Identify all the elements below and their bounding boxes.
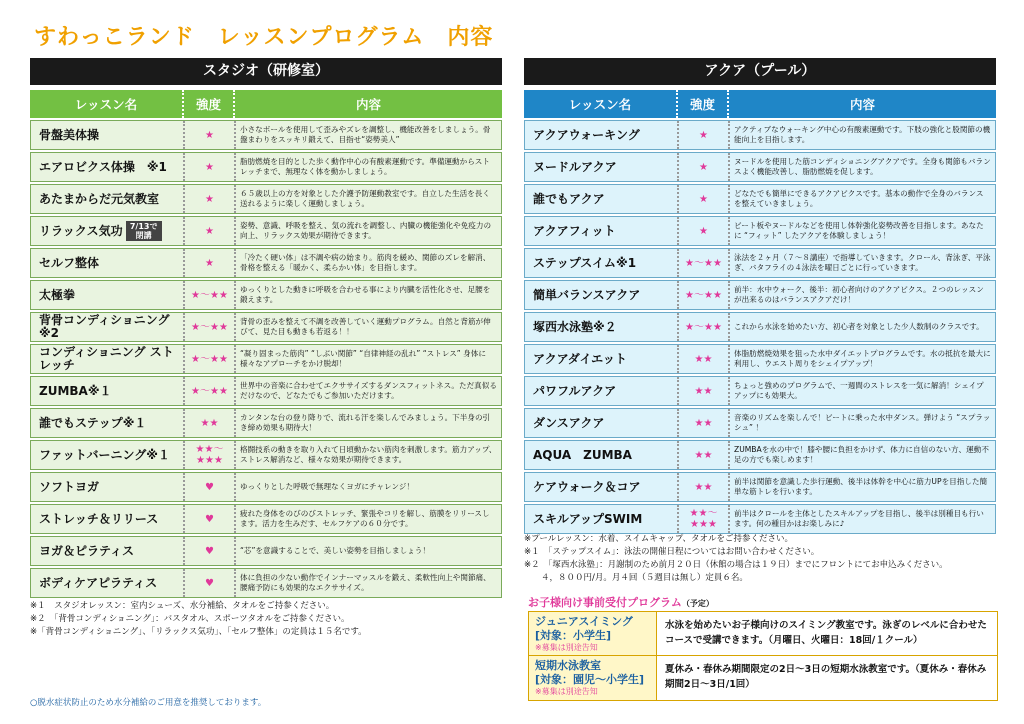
lesson-name: ダンスアクア [533,415,605,430]
lesson-name: ヌードルアクア [533,159,617,174]
lesson-name-cell [31,441,183,469]
lesson-row [30,504,502,534]
note-line: ※１ 「ステップスイム」：泳法の開催日程についてはお問い合わせください。 [524,547,820,557]
note-line: ※２ 「背骨コンディショニング」：バスタオル、スポーツタオルをご持参ください。 [30,614,350,624]
lesson-name-cell [31,409,183,437]
lesson-name: アクアフィット [533,223,616,238]
lesson-row [524,280,996,310]
lesson-name-cell [525,409,677,437]
lesson-row [30,408,502,438]
note-line: ※１ スタジオレッスン：室内シューズ、水分補給、タオルをご持参ください。 [30,601,335,611]
junior-name: ジュニアスイミング [535,615,633,628]
note-line: ※プールレッスン：水着、スイムキャップ、タオルをご持参ください。 [524,534,794,544]
lesson-name: 背骨コンディショニング※2 [39,313,170,340]
lesson-level: ★ [183,249,236,277]
lesson-row [30,568,502,598]
lesson-row [30,152,502,182]
lesson-name-cell [525,185,677,213]
lesson-name: 誰でもステップ※１ [39,415,147,430]
lesson-name: ZUMBA※１ [39,383,112,398]
lesson-level: ★ [183,185,236,213]
lesson-name-cell [525,281,677,309]
lesson-content: 前半は関節を意識した歩行運動、後半は体幹を中心に筋力UPを目指した簡単な筋トレを行います。 [734,477,988,496]
lesson-name-cell [525,121,677,149]
lesson-content: 格闘技系の動きを取り入れて日頃動かない筋肉を刺激します。筋力アップ、ストレス解消など、様々な効果が期待できます。 [240,445,497,464]
aqua-column-header [524,90,996,118]
lesson-content: ６５歳以上の方を対象とした介護予防運動教室です。自立した生活を長く送れるように楽しく運動しましょう。 [240,189,490,208]
lesson-row [524,216,996,246]
lesson-level: ★ [677,185,730,213]
lesson-row [524,408,996,438]
junior-row [529,656,997,700]
lesson-content: アクティブなウォーキング中心の有酸素運動です。下肢の強化と股関節の機能向上を目指します。 [734,125,991,144]
lesson-level: ★ [183,217,236,245]
lesson-row [524,120,996,150]
aqua-header: アクア（プール） [524,58,996,85]
studio-column-header [30,90,502,118]
lesson-row [524,248,996,278]
lesson-row [524,184,996,214]
lesson-content: 「冷たく硬い体」は不調や病の始まり。筋肉を緩め、関節のズレを解消、骨格を整える「暖かく、柔らかい体」を目指します。 [240,253,491,272]
lesson-level: ★～★★ [183,281,236,309]
lesson-row [30,440,502,470]
lesson-content: 音楽のリズムを楽しんで！ビートに乗った水中ダンス。弾けよう “スプラッシュ” ！ [734,413,991,432]
lesson-content: 小さなボールを使用して歪みやズレを調整し、機能改善をしましょう。骨盤まわりをスッキリ鍛えて、目指せ“姿勢美人” [240,125,491,144]
lesson-row [30,248,502,278]
note-line: ※「背骨コンディショニング」、「リラックス気功」、「セルフ整体」の定員は１５名です。 [30,627,367,637]
lesson-row [524,344,996,374]
lesson-name-cell [31,217,183,245]
lesson-row [524,152,996,182]
lesson-level: ★～★★ [183,345,236,373]
lesson-name: AQUA ZUMBA [533,447,632,462]
lesson-name: アクアダイエット [533,351,627,366]
lesson-content: 疲れた身体をのびのびストレッチ、緊張やコリを解し、筋膜をリリースします。活力を生みだす、セルフケアの６０分です。 [240,509,490,528]
lesson-name-cell [31,153,183,181]
lesson-level: ★～★★ [677,249,730,277]
junior-title [528,594,714,610]
lesson-row [30,184,502,214]
lesson-name-cell [31,313,183,341]
lesson-content: ビート板やヌードルなどを使用し体幹強化姿勢改善を目指します。あなたに “フィット” したアクアを体験しましょう！ [734,221,984,240]
lesson-name: ボディケアピラティス [39,575,158,590]
junior-recruit: ※募集は別途告知 [535,643,598,652]
lesson-level: ♥ [183,569,236,597]
lesson-content: 前半はクロールを主体としたスキルアップを目指し、後半は別種目も行います。何の種目かはお楽しみに♪ [734,509,984,528]
studio-panel [30,58,502,600]
lesson-name: ファットバーニング※１ [39,447,170,462]
lesson-name: 太極拳 [39,287,76,302]
lesson-name: パワフルアクア [533,383,617,398]
lesson-content: “凝り固まった筋肉” “しぶい関節” “自律神経の乱れ” “ストレス” 身体に様々なアプローチをかけ脱却！ [240,349,486,368]
lesson-content: 泳法を２ヶ月（７～８講座）で指導していきます。クロール、背泳ぎ、平泳ぎ、バタフライの４泳法を曜日ごとに行っていきます。 [734,253,991,272]
lesson-name-cell [525,473,677,501]
lesson-level: ♥ [183,473,236,501]
lesson-row [524,376,996,406]
lesson-content: 前半：水中ウォーク、後半：初心者向けのアクアビクス。２つのレッスンが出来るのはバランスアクアだけ！ [734,285,984,304]
lesson-name: アクアウォーキング [533,127,640,142]
lesson-name: リラックス気功 [39,223,123,238]
lesson-level: ★ [183,121,236,149]
lesson-name: ヨガ＆ピラティス [39,543,135,558]
lesson-content: 体に負担の少ない動作でインナーマッスルを鍛え、柔軟性向上や関節痛、腰痛予防にも効果的なエクササイズ。 [240,573,491,592]
junior-row [529,612,997,656]
lesson-name-cell [31,345,183,373]
lesson-level: ★★ [183,409,236,437]
column-lesson-name: レッスン名 [74,97,138,112]
lesson-content: カンタンな台の登り降りで、流れる汗を楽しんでみましょう。下半身の引き締め効果も期待大！ [240,413,491,432]
lesson-name-cell [31,377,183,405]
lesson-name-cell [31,505,183,533]
column-lesson-name: レッスン名 [568,97,632,112]
studio-notes [30,600,367,639]
aqua-notes [524,533,948,585]
lesson-name-cell [31,249,183,277]
lesson-row [524,472,996,502]
lesson-row [30,120,502,150]
lesson-name: 塚西水泳塾※２ [533,319,617,334]
lesson-content: 背骨の歪みを整えて不調を改善していく運動プログラム。自然と背筋が伸びて、見た目も動きも若返る！！ [240,317,491,336]
junior-content: 夏休み・春休み期間限定の2日～3日の短期水泳教室です。（夏休み・春休み期間2日～3日/1回） [657,656,997,700]
junior-name-cell [529,656,657,700]
lesson-row [524,312,996,342]
lesson-name-cell [525,441,677,469]
lesson-level: ★★ [677,377,730,405]
studio-header: スタジオ（研修室） [30,58,502,85]
lesson-level: ★～★★ [677,313,730,341]
bottom-note: ○脱水症状防止のため水分補給のご用意を推奨しております。 [30,698,267,708]
lesson-name-cell [31,185,183,213]
lesson-level: ♥ [183,537,236,565]
lesson-name: 骨盤美体操 [39,127,100,142]
lesson-name-cell [525,249,677,277]
junior-title-text: お子様向け事前受付プログラム [528,596,682,609]
lesson-name: スキルアップSWIM [533,511,643,526]
lesson-name: セルフ整体 [39,255,100,270]
lesson-name-cell [525,313,677,341]
junior-table [528,611,998,701]
lesson-name: 誰でもアクア [533,191,605,206]
lesson-level: ★ [183,153,236,181]
lesson-name-cell [31,473,183,501]
column-content: 内容 [849,97,875,112]
lesson-name: コンディショニング ストレッチ [39,345,174,372]
lesson-content: ちょっと強めのプログラムで、一週間のストレスを一気に解消！シェイプアップにも効果大。 [734,381,984,400]
lesson-name-cell [31,281,183,309]
lesson-name-cell [525,505,677,533]
lesson-row [30,536,502,566]
junior-target: [対象：園児～小学生] [535,673,645,686]
junior-name-cell [529,612,657,655]
lesson-row [30,216,502,246]
lesson-name-cell [525,217,677,245]
lesson-name-cell [31,121,183,149]
lesson-level: ★ [677,121,730,149]
lesson-name: 簡単バランスアクア [533,287,641,302]
aqua-rows [524,120,996,534]
lesson-level: ★★～★★★ [677,505,730,533]
junior-target: [対象：小学生] [535,629,612,642]
lesson-row [30,472,502,502]
lesson-content: ヌードルを使用した筋コンディショニングアクアです。全身も関節もバランスよく機能改善し、脂肪燃焼を促します。 [734,157,991,176]
lesson-name-cell [525,345,677,373]
lesson-level: ★★ [677,345,730,373]
lesson-name-cell [525,153,677,181]
lesson-content: これから水泳を始めたい方、初心者を対象とした少人数制のクラスです。 [734,322,984,331]
lesson-level: ★★ [677,409,730,437]
lesson-name: ソフトヨガ [39,479,100,494]
junior-content: 水泳を始めたいお子様向けのスイミング教室です。泳ぎのレベルに合わせたコースで受講できます。（月曜日、火曜日：18回/１クール） [657,612,997,655]
lesson-level: ★★ [677,441,730,469]
junior-recruit: ※募集は別途告知 [535,687,598,696]
lesson-content: 体脂肪燃焼効果を狙った水中ダイエットプログラムです。水の抵抗を最大に利用し、ウエスト周りをシェイプアップ！ [734,349,991,368]
lesson-name-cell [31,537,183,565]
lesson-level: ★★～★★★ [183,441,236,469]
lesson-row [30,312,502,342]
note-line: ※２ 「塚西水泳塾」：月謝制のため前月２０日（休館の場合は１９日）までにフロントにてお申込みください。 [524,560,948,570]
lesson-name: あたまからだ元気教室 [39,191,160,206]
column-level: 強度 [182,90,235,118]
lesson-name: ストレッチ＆リリース [39,511,159,526]
aqua-panel [524,58,996,536]
lesson-level: ★ [677,217,730,245]
lesson-row [524,504,996,534]
lesson-level: ★★ [677,473,730,501]
junior-name: 短期水泳教室 [535,659,601,672]
lesson-content: どなたでも簡単にできるアクアビクスです。基本の動作で全身のバランスを整えていきましょう。 [734,189,984,208]
lesson-content: ZUMBAを水の中で！膝や腰に負担をかけず、体力に自信のない方、運動不足の方でも楽しめます！ [734,445,989,464]
column-level: 強度 [676,90,729,118]
lesson-content: ゆっくりとした動きに呼吸を合わせる事により内臓を活性化させ、足腰を鍛えます。 [240,285,491,304]
lesson-row [30,344,502,374]
page-title: すわっこランド レッスンプログラム 内容 [34,25,494,50]
lesson-content: 姿勢、意識、呼吸を整え、気の流れを調整し、内臓の機能強化や免疫力の向上、リラックス効果が期待できます。 [240,221,492,240]
lesson-level: ★～★★ [677,281,730,309]
lesson-name: ケアウォーク＆コア [533,479,641,494]
lesson-name-cell [31,569,183,597]
note-line: ４，８００円/月。月４回（５週目は無し）定員６名。 [524,573,748,583]
lesson-name: ステップスイム※1 [533,255,637,270]
lesson-level: ★ [677,153,730,181]
lesson-name-cell [525,377,677,405]
lesson-row [30,376,502,406]
lesson-name: エアロビクス体操 ※1 [39,159,167,174]
junior-title-note: （予定） [681,599,714,608]
column-content: 内容 [355,97,381,112]
lesson-row [524,440,996,470]
lesson-content: 世界中の音楽に合わせてエクササイズするダンスフィットネス。ただ真似るだけなので、どなたでもご参加いただけます。 [240,381,497,400]
lesson-level: ★～★★ [183,313,236,341]
lesson-content: 脂肪燃焼を目的とした歩く動作中心の有酸素運動です。準備運動からストレッチまで、無理なく体を動かしましょう。 [240,157,490,176]
lesson-level: ★～★★ [183,377,236,405]
studio-rows [30,120,502,598]
lesson-content: ゆっくりとした呼吸で無理なくヨガにチャレンジ！ [240,482,414,491]
lesson-row [30,280,502,310]
closed-badge: 7/13で閉講 [126,221,162,241]
lesson-level: ♥ [183,505,236,533]
lesson-content: “芯”を意識することで、美しい姿勢を目指しましょう！ [240,546,430,555]
